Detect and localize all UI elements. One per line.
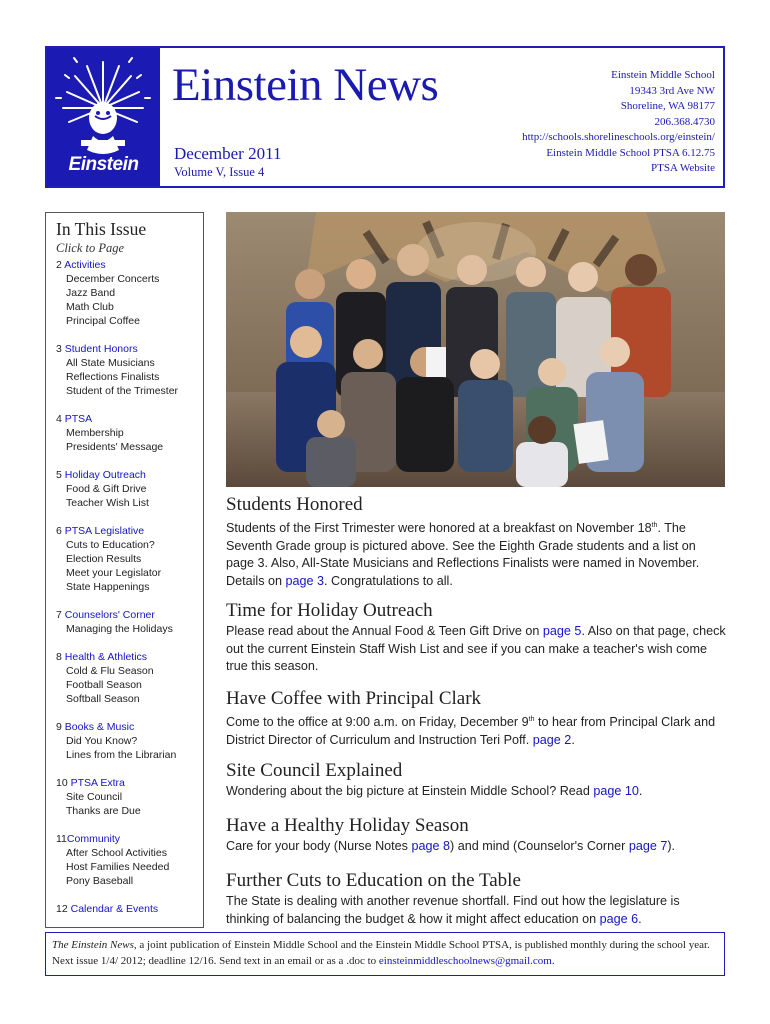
toc-item: Student of the Trimester: [66, 385, 179, 397]
toc-section-heading: [56, 258, 203, 272]
toc-section-heading: [56, 650, 203, 664]
article-title: Have a Healthy Holiday Season: [226, 815, 469, 836]
body-text: to hear from Principal Clark and District Director of Curriculum and Instruction Teri Poff.: [226, 715, 716, 747]
body-text: Care for your body (Nurse Notes: [226, 839, 412, 853]
toc-section-link[interactable]: PTSA Legislative: [64, 525, 145, 537]
toc-item: Math Club: [66, 301, 114, 313]
page-6-link[interactable]: page 6: [599, 911, 639, 926]
toc-page-number: 9: [56, 721, 62, 733]
sidebar-title: In This Issue: [56, 219, 147, 239]
toc-section-link[interactable]: Books & Music: [64, 721, 135, 733]
issue-date: December 2011: [174, 144, 282, 163]
page-5-link[interactable]: page 5: [542, 624, 582, 638]
toc-section-heading: [56, 776, 203, 790]
toc-item: Softball Season: [66, 693, 140, 705]
school-name: Einstein Middle School: [611, 69, 715, 81]
newsletter-email-link[interactable]: einsteinmiddleschoolnews@gmail.com: [378, 955, 552, 967]
body-text: Wondering about the big picture at Einstein Middle School? Read: [226, 784, 594, 798]
toc-page-number: 7: [56, 609, 62, 621]
toc-page-number: 5: [56, 469, 62, 481]
toc-item: After School Activities: [66, 847, 167, 859]
ordinal-suffix: th: [651, 522, 658, 529]
toc-section-link[interactable]: Health & Athletics: [64, 651, 148, 663]
article-healthy-holiday: [226, 815, 726, 856]
toc-item: Managing the Holidays: [66, 623, 173, 635]
toc-item: Football Season: [66, 679, 142, 691]
toc-item: Food & Gift Drive: [66, 483, 147, 495]
body-text: .: [571, 732, 575, 747]
toc-section-link[interactable]: PTSA Extra: [70, 777, 125, 789]
article-body: [226, 893, 726, 928]
sidebar-subtitle: Click to Page: [56, 241, 125, 255]
toc-item: Did You Know?: [66, 735, 138, 747]
article-principal-coffee: [226, 688, 726, 749]
article-title: Students Honored: [226, 494, 363, 515]
article-body: [226, 838, 726, 856]
toc-section-heading: [56, 608, 203, 622]
article-body: [226, 783, 726, 801]
body-text: . The Seventh Grade group is pictured above. See the Eighth Grade students and a list on page 3. Also, All-State Musicians and Reflections Finalists were named in November. Details on: [226, 521, 700, 588]
school-phone: 206.368.4730: [654, 115, 715, 128]
toc-item: All State Musicians: [66, 357, 155, 369]
issue-volume: Volume V, Issue 4: [174, 165, 265, 179]
toc-item: Site Council: [66, 791, 123, 803]
toc-section-link[interactable]: Community: [66, 833, 121, 845]
article-body: [226, 623, 726, 676]
ordinal-suffix: th: [528, 716, 535, 723]
toc-section: [56, 608, 203, 636]
toc-item: Cuts to Education?: [66, 539, 155, 551]
toc-section-link[interactable]: Activities: [64, 259, 106, 271]
page-3-link[interactable]: page 3: [285, 573, 325, 588]
toc-item: Jazz Band: [66, 287, 116, 299]
contact-block: [522, 68, 715, 177]
body-text: . Also on that page, check out the current Einstein Staff Wish List and see if you can make a teacher's wish come true this season.: [226, 624, 726, 673]
toc-section-heading: [56, 720, 203, 734]
school-city: Shoreline, WA 98177: [620, 100, 715, 112]
toc-section: [56, 524, 203, 594]
toc-page-number: 10: [56, 777, 68, 789]
footer-end: .: [551, 955, 555, 967]
toc-section-heading: [56, 832, 203, 846]
article-site-council: [226, 760, 726, 801]
body-text: ).: [667, 839, 676, 853]
body-text: Come to the office at 9:00 a.m. on Friday, December 9: [226, 715, 529, 730]
toc-section-link[interactable]: Student Honors: [64, 343, 138, 355]
article-title: Further Cuts to Education on the Table: [226, 870, 521, 891]
toc-section-heading: [56, 342, 203, 356]
toc-item: Reflections Finalists: [66, 371, 160, 383]
body-text: ) and mind (Counselor's Corner: [450, 839, 629, 853]
page-2-link[interactable]: page 2: [532, 732, 572, 747]
toc-item: Teacher Wish List: [66, 497, 149, 509]
table-of-contents: [56, 258, 203, 916]
ptsa-website-link[interactable]: PTSA Website: [650, 162, 715, 174]
masthead-box: [45, 46, 725, 188]
article-body: [226, 711, 726, 749]
article-title: Site Council Explained: [226, 760, 403, 781]
article-holiday-outreach: [226, 600, 726, 676]
school-address: 19343 3rd Ave NW: [629, 84, 715, 97]
toc-section: [56, 412, 203, 454]
toc-section-heading: [56, 524, 203, 538]
article-title: Have Coffee with Principal Clark: [226, 688, 482, 709]
toc-page-number: 6: [56, 525, 62, 537]
body-text: Students of the First Trimester were honored at a breakfast on November 18: [226, 521, 652, 536]
toc-item: Cold & Flu Season: [66, 665, 154, 677]
toc-section-link[interactable]: Holiday Outreach: [64, 469, 146, 481]
toc-section-heading: [56, 902, 203, 916]
toc-section: [56, 468, 203, 510]
body-text: The State is dealing with another revenue shortfall. Find out how the legislature is thinking of balancing the budget & how it might affect education on: [226, 894, 680, 926]
toc-page-number: 3: [56, 343, 62, 355]
toc-item: State Happenings: [66, 581, 150, 593]
toc-item: Meet your Legislator: [66, 567, 162, 579]
toc-section-link[interactable]: Calendar & Events: [70, 903, 159, 915]
page-8-link[interactable]: page 8: [411, 839, 451, 853]
toc-item: Election Results: [66, 553, 142, 565]
students-photo-image: [226, 212, 725, 487]
toc-section: [56, 776, 203, 818]
toc-page-number: 8: [56, 651, 62, 663]
article-students-honored: [226, 494, 726, 590]
article-title: Time for Holiday Outreach: [226, 600, 433, 621]
toc-item: Pony Baseball: [66, 875, 134, 887]
toc-section-heading: [56, 468, 203, 482]
toc-item: Principal Coffee: [66, 315, 140, 327]
toc-item: Presidents' Message: [66, 441, 164, 453]
body-text: . Congratulations to all.: [324, 573, 453, 588]
einstein-logo: [47, 48, 160, 186]
toc-section: [56, 342, 203, 398]
toc-section: [56, 832, 203, 888]
newsletter-title: Einstein News: [172, 59, 439, 111]
toc-section-heading: [56, 412, 203, 426]
page-7-link[interactable]: page 7: [628, 839, 668, 853]
article-education-cuts: [226, 870, 726, 928]
toc-item: Membership: [66, 427, 124, 439]
in-this-issue-sidebar: [45, 212, 204, 928]
publication-footer: [45, 932, 725, 976]
article-body: [226, 517, 726, 590]
toc-section: [56, 650, 203, 706]
toc-item: Host Families Needed: [66, 861, 170, 873]
toc-item: Thanks are Due: [66, 805, 141, 817]
toc-page-number: 4: [56, 413, 62, 425]
footer-text: , a joint publication of Einstein Middle School and the Einstein Middle School PTSA, is published monthly during the school year. Next issue 1/4/ 2012; deadline 12/16. Send text in an email or as a .doc to: [52, 939, 710, 967]
body-text: Please read about the Annual Food & Teen Gift Drive on: [226, 624, 543, 638]
toc-page-number: 2: [56, 259, 62, 271]
toc-item: December Concerts: [66, 273, 160, 285]
toc-page-number: 12: [56, 903, 68, 915]
toc-section: [56, 902, 203, 916]
ptsa-line: Einstein Middle School PTSA 6.12.75: [546, 146, 715, 159]
logo-text: Einstein: [68, 154, 139, 175]
toc-section: [56, 258, 203, 328]
toc-section-link[interactable]: Counselors' Corner: [64, 609, 155, 621]
school-url-link[interactable]: http://schools.shorelineschools.org/einstein/: [522, 131, 715, 143]
toc-section-link[interactable]: PTSA: [64, 413, 93, 425]
publication-name: The Einstein News: [52, 939, 134, 951]
body-text: .: [638, 911, 642, 926]
toc-section: [56, 720, 203, 762]
group-photo: [226, 212, 725, 487]
toc-item: Lines from the Librarian: [66, 749, 177, 761]
toc-page-number: 11: [56, 833, 67, 845]
body-text: .: [638, 784, 643, 798]
page-10-link[interactable]: page 10: [593, 784, 639, 798]
